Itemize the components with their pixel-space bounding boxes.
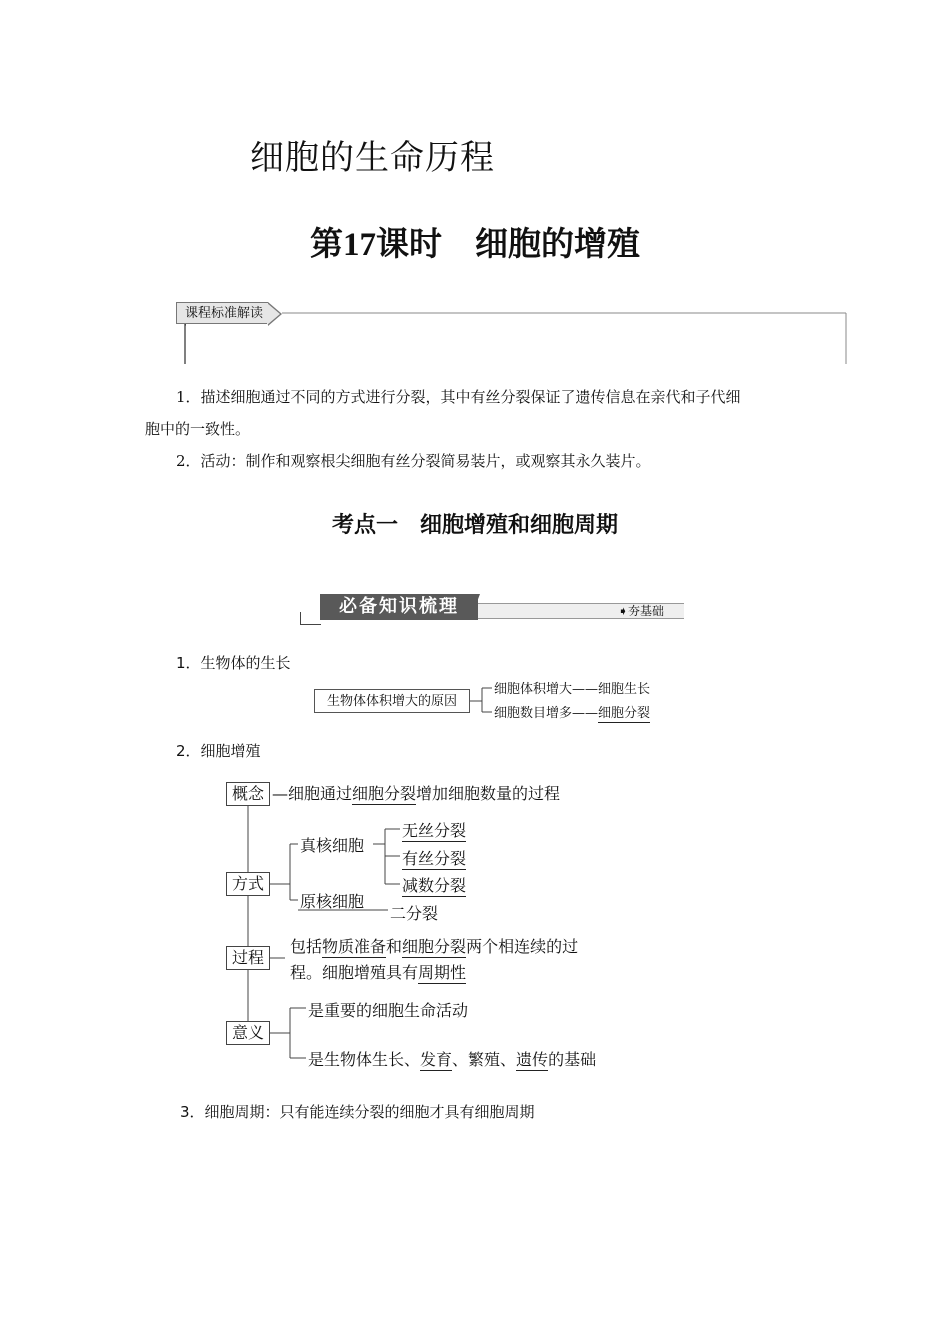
lesson-prefix: 第 <box>310 224 343 263</box>
meiosis-label <box>402 873 466 896</box>
concept-box: 概念 <box>226 782 270 806</box>
standards-tab: 课程标准解读 <box>176 302 268 324</box>
prokaryote-label: 原核细胞 <box>300 892 365 911</box>
meaning-2-pre: 是生物体生长、 <box>308 1050 421 1069</box>
binary-fission-label: 二分裂 <box>390 904 439 923</box>
banner-label: 必备知识梳理 <box>320 594 478 620</box>
amitosis-fill: 无丝分裂 <box>402 821 467 840</box>
process-box: 过程 <box>226 946 270 970</box>
banner-right-label: ➧夯基础 <box>618 604 665 618</box>
section-2-heading: 2．细胞增殖 <box>176 742 261 760</box>
standard-item-1-line-1: 1．描述细胞通过不同的方式进行分裂，其中有丝分裂保证了遗传信息在亲代和子代细 <box>176 388 741 406</box>
concept-post: 增加细胞数量的过程 <box>416 784 561 803</box>
meiosis-fill: 减数分裂 <box>402 876 467 895</box>
growth-branch-1: 细胞体积增大——细胞生长 <box>494 682 651 697</box>
meaning-2-post: 的基础 <box>548 1050 597 1069</box>
standard-item-2: 2．活动：制作和观察根尖细胞有丝分裂简易装片，或观察其永久装片。 <box>176 452 651 470</box>
growth-branch-2-prefix: 细胞数目增多—— <box>494 706 599 721</box>
section-1-heading: 1．生物体的生长 <box>176 654 291 672</box>
concept-pre: —细胞通过 <box>272 784 353 803</box>
growth-branch-2-fill: 细胞分裂 <box>598 706 651 721</box>
eukaryote-label: 真核细胞 <box>300 836 365 855</box>
mitosis-label <box>402 846 466 869</box>
growth-root-box: 生物体体积增大的原因 <box>314 689 470 713</box>
lesson-number: 17 <box>343 227 376 263</box>
meaning-2 <box>308 1047 596 1070</box>
process-fill-2: 细胞分裂 <box>402 937 467 956</box>
meaning-box: 意义 <box>226 1021 270 1045</box>
process-line-1 <box>290 934 578 957</box>
concept-text <box>272 782 560 806</box>
unit-title: 细胞的生命历程 <box>250 138 495 178</box>
exam-point-title: 考点一 细胞增殖和细胞周期 <box>331 513 618 538</box>
meaning-2-fill-2: 遗传 <box>516 1050 549 1069</box>
standard-item-1-line-2: 胞中的一致性。 <box>145 420 251 438</box>
section-3-heading: 3．细胞周期：只有能连续分裂的细胞才具有细胞周期 <box>180 1103 535 1121</box>
process-mid: 和 <box>386 937 403 956</box>
mode-box: 方式 <box>226 872 270 896</box>
process-line-2 <box>290 960 466 983</box>
meaning-1: 是重要的细胞生命活动 <box>308 1001 469 1020</box>
mitosis-fill: 有丝分裂 <box>402 849 467 868</box>
lesson-suffix: 课时 细胞的增殖 <box>376 224 640 263</box>
amitosis-label <box>402 818 466 841</box>
meaning-2-mid: 、繁殖、 <box>452 1050 517 1069</box>
meaning-2-fill-1: 发育 <box>420 1050 453 1069</box>
process-pre: 包括 <box>290 937 323 956</box>
process-line-2-pre: 程。细胞增殖具有 <box>290 963 419 982</box>
process-fill-3: 周期性 <box>418 963 467 982</box>
process-fill-1: 物质准备 <box>322 937 387 956</box>
concept-fill: 细胞分裂 <box>352 784 417 803</box>
process-post: 两个相连续的过 <box>466 937 579 956</box>
